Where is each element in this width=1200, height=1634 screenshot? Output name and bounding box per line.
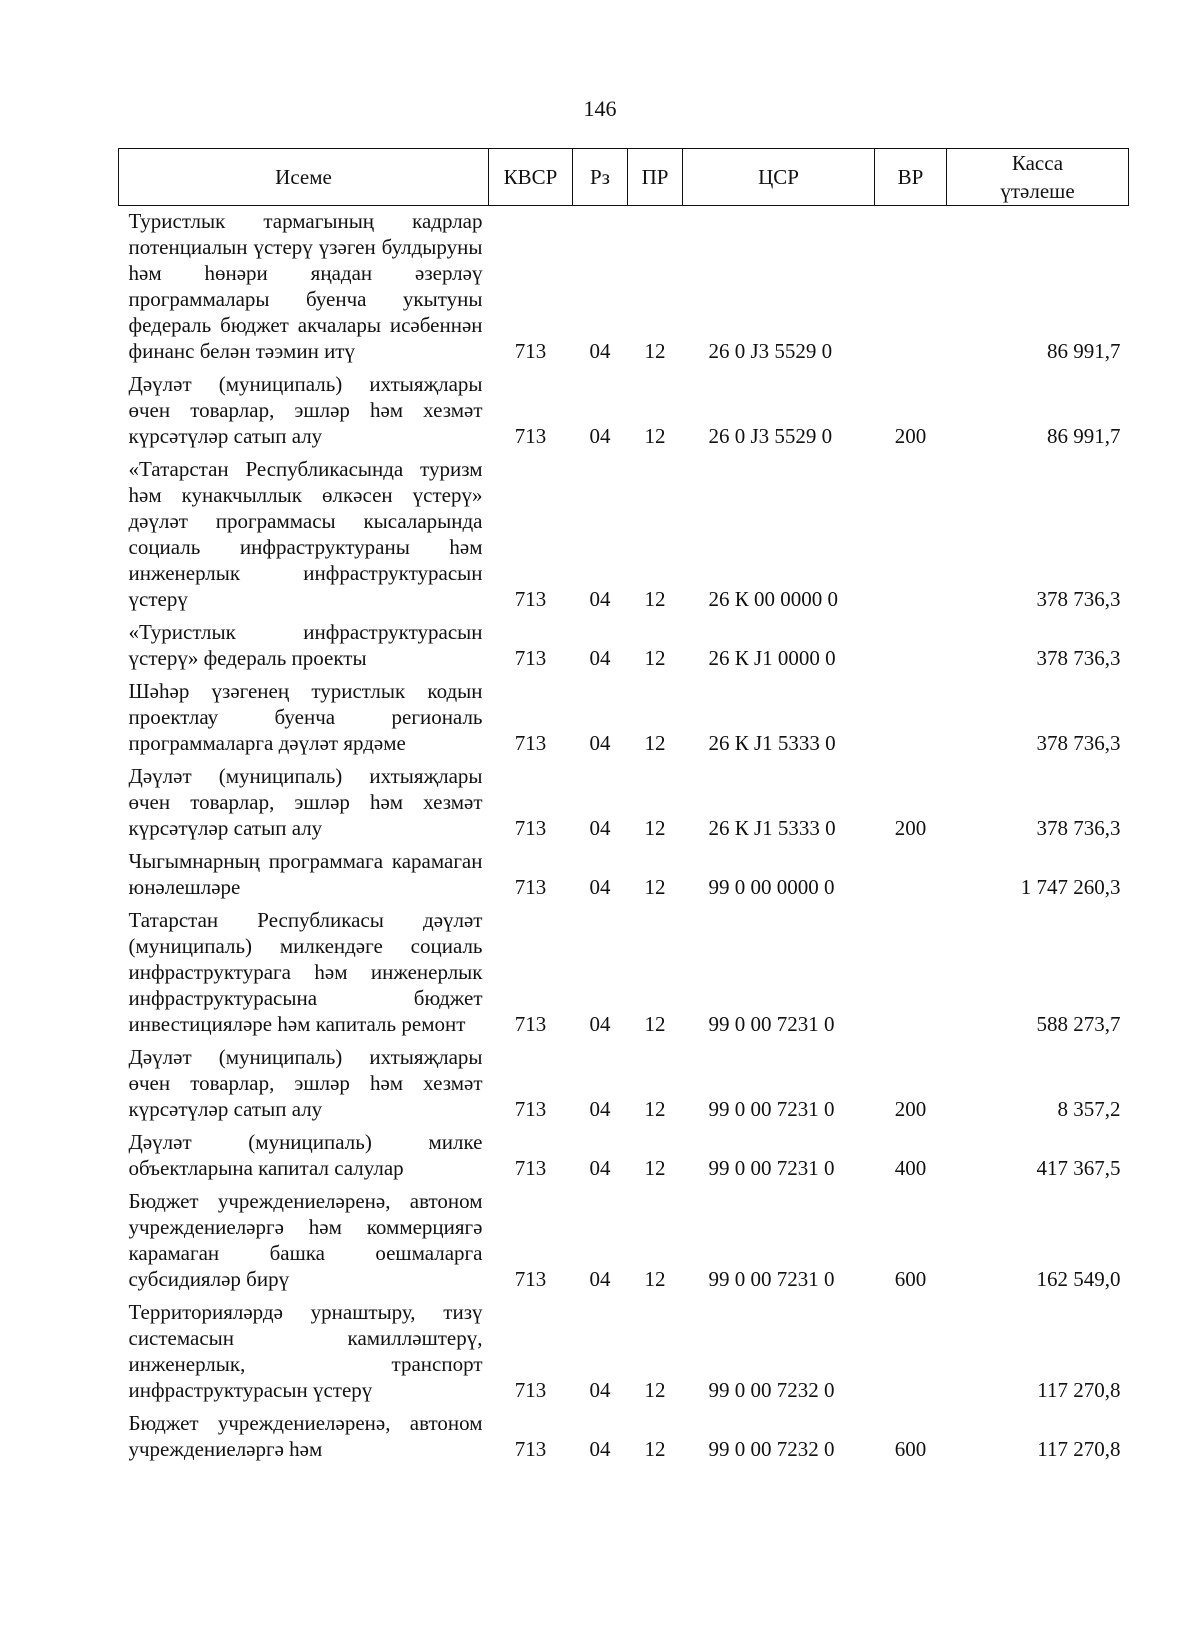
- cell-vr: [875, 206, 947, 370]
- header-name: Исеме: [119, 149, 489, 206]
- cell-pr: 12: [644, 1097, 666, 1121]
- table-header-row: [119, 149, 1129, 206]
- cell-name: Бюджет учреждениеләренә, автоном учреждениеләргә һәм: [128, 1411, 483, 1461]
- cell-sum: 378 736,3: [1036, 646, 1121, 670]
- cell-csr: 26 К 00 0000 0: [708, 587, 839, 611]
- cell-kvsr: 713: [514, 1012, 547, 1036]
- cell-name: Дәүләт (муниципаль) ихтыяҗлары өчен товарлар, эшләр һәм хезмәт күрсәтүләр сатып алу: [128, 764, 483, 840]
- cell-vr: [875, 676, 947, 761]
- cell-rz: 04: [589, 1156, 611, 1180]
- cell-kvsr: 713: [514, 339, 547, 363]
- cell-rz: 04: [589, 731, 611, 755]
- cell-pr: 12: [644, 424, 666, 448]
- cell-vr: [875, 454, 947, 617]
- cell-rz: 04: [589, 816, 611, 840]
- cell-csr: 26 0 J3 5529 0: [708, 339, 833, 363]
- cell-vr: [875, 846, 947, 905]
- cell-pr: 12: [644, 1156, 666, 1180]
- cell-kvsr: 713: [514, 731, 547, 755]
- cell-sum: 86 991,7: [1047, 339, 1121, 363]
- cell-pr: 12: [644, 1437, 666, 1461]
- header-sum-line1: Касса: [1011, 151, 1064, 175]
- header-pr: ПР: [628, 149, 683, 206]
- header-vr: ВР: [875, 149, 947, 206]
- cell-csr: 99 0 00 7232 0: [708, 1378, 835, 1402]
- cell-pr: 12: [644, 816, 666, 840]
- table-row: [119, 905, 1129, 1042]
- header-sum-line2: үтәлеше: [1000, 179, 1075, 203]
- cell-vr: 200: [894, 1097, 927, 1121]
- cell-pr: 12: [644, 1267, 666, 1291]
- cell-name: Татарстан Республикасы дәүләт (муниципаль) милкендәге социаль инфраструктурага һәм инженерлык инфраструктурасына бюджет инвестицияләре һәм капиталь ремонт: [128, 908, 483, 1036]
- page-number: 146: [583, 96, 617, 121]
- cell-pr: 12: [644, 587, 666, 611]
- cell-sum: 378 736,3: [1036, 816, 1121, 840]
- cell-vr: [875, 905, 947, 1042]
- cell-vr: 600: [894, 1437, 927, 1461]
- cell-sum: 117 270,8: [1037, 1437, 1121, 1461]
- cell-sum: 162 549,0: [1036, 1267, 1121, 1291]
- table-row: [119, 1127, 1129, 1186]
- table-row: [119, 761, 1129, 846]
- cell-sum: 417 367,5: [1036, 1156, 1121, 1180]
- cell-rz: 04: [589, 1437, 611, 1461]
- cell-name: Дәүләт (муниципаль) милке объектларына капитал салулар: [128, 1130, 483, 1180]
- table-row: [119, 617, 1129, 676]
- cell-rz: 04: [589, 587, 611, 611]
- cell-name: Дәүләт (муниципаль) ихтыяҗлары өчен товарлар, эшләр һәм хезмәт күрсәтүләр сатып алу: [128, 372, 483, 448]
- cell-pr: 12: [644, 339, 666, 363]
- cell-pr: 12: [644, 875, 666, 899]
- table-row: [119, 846, 1129, 905]
- table-row: [119, 369, 1129, 454]
- cell-name: Территорияләрдә урнаштыру, тизү системасын камилләштерү, инженерлык, транспорт инфраструктурасын үстерү: [128, 1300, 483, 1402]
- header-rz: Рз: [573, 149, 628, 206]
- table-row: [119, 206, 1129, 370]
- table-row: [119, 454, 1129, 617]
- cell-pr: 12: [644, 731, 666, 755]
- cell-kvsr: 713: [514, 1156, 547, 1180]
- cell-pr: 12: [644, 1012, 666, 1036]
- header-kvsr: КВСР: [489, 149, 573, 206]
- table-row: [119, 1297, 1129, 1408]
- cell-sum: 117 270,8: [1037, 1378, 1121, 1402]
- cell-name: Дәүләт (муниципаль) ихтыяҗлары өчен товарлар, эшләр һәм хезмәт күрсәтүләр сатып алу: [128, 1045, 483, 1121]
- cell-sum: 378 736,3: [1036, 587, 1121, 611]
- cell-name: Шәһәр үзәгенең туристлык кодын проектлау буенча региональ программаларга дәүләт ярдәме: [128, 679, 483, 755]
- cell-kvsr: 713: [514, 1378, 547, 1402]
- cell-vr: 200: [894, 424, 927, 448]
- cell-sum: 588 273,7: [1036, 1012, 1121, 1036]
- cell-rz: 04: [589, 646, 611, 670]
- cell-kvsr: 713: [514, 816, 547, 840]
- cell-kvsr: 713: [514, 587, 547, 611]
- cell-csr: 99 0 00 7231 0: [708, 1012, 835, 1036]
- cell-vr: 400: [894, 1156, 927, 1180]
- cell-rz: 04: [589, 339, 611, 363]
- cell-csr: 99 0 00 7231 0: [708, 1097, 835, 1121]
- cell-name: Бюджет учреждениеләренә, автоном учреждениеләргә һәм коммерциягә карамаган башка оешмаларга субсидияләр бирү: [128, 1189, 483, 1291]
- cell-csr: 26 К J1 5333 0: [708, 816, 836, 840]
- cell-vr: [875, 1297, 947, 1408]
- cell-name: Туристлык тармагының кадрлар потенциалын үстерү үзәген булдыруны һәм һөнәри яңадан әзерләү программалары буенча укытуны федераль бюджет акчалары исәбеннән финанс белән тәэмин итү: [128, 209, 483, 363]
- header-csr: ЦСР: [683, 149, 875, 206]
- cell-sum: 86 991,7: [1047, 424, 1121, 448]
- cell-csr: 99 0 00 7232 0: [708, 1437, 835, 1461]
- cell-rz: 04: [589, 1378, 611, 1402]
- cell-vr: [875, 617, 947, 676]
- cell-rz: 04: [589, 1097, 611, 1121]
- budget-table: [118, 148, 1129, 1467]
- cell-kvsr: 713: [514, 424, 547, 448]
- cell-sum: 1 747 260,3: [1020, 875, 1121, 899]
- cell-rz: 04: [589, 875, 611, 899]
- cell-name: Чыгымнарның программага карамаган юнәлешләре: [128, 849, 483, 899]
- cell-rz: 04: [589, 1012, 611, 1036]
- cell-csr: 26 0 J3 5529 0: [708, 424, 833, 448]
- table-row: [119, 1042, 1129, 1127]
- cell-csr: 26 К J1 0000 0: [708, 646, 836, 670]
- cell-csr: 99 0 00 7231 0: [708, 1156, 835, 1180]
- cell-kvsr: 713: [514, 646, 547, 670]
- cell-csr: 99 0 00 7231 0: [708, 1267, 835, 1291]
- cell-pr: 12: [644, 1378, 666, 1402]
- cell-sum: 378 736,3: [1036, 731, 1121, 755]
- cell-rz: 04: [589, 1267, 611, 1291]
- cell-csr: 99 0 00 0000 0: [708, 875, 835, 899]
- cell-pr: 12: [644, 646, 666, 670]
- header-sum: [947, 149, 1129, 206]
- table-row: [119, 1186, 1129, 1297]
- cell-kvsr: 713: [514, 875, 547, 899]
- cell-vr: 200: [894, 816, 927, 840]
- cell-kvsr: 713: [514, 1267, 547, 1291]
- cell-name: «Туристлык инфраструктурасын үстерү» федераль проекты: [128, 620, 483, 670]
- table-row: [119, 676, 1129, 761]
- cell-name: «Татарстан Республикасында туризм һәм кунакчыллык өлкәсен үстерү» дәүләт программасы кысаларында социаль инфраструктураны һәм инженерлык инфраструктурасын үстерү: [128, 457, 483, 611]
- cell-sum: 8 357,2: [1057, 1097, 1121, 1121]
- table-row: [119, 1408, 1129, 1467]
- cell-vr: 600: [894, 1267, 927, 1291]
- cell-csr: 26 К J1 5333 0: [708, 731, 836, 755]
- cell-rz: 04: [589, 424, 611, 448]
- cell-kvsr: 713: [514, 1437, 547, 1461]
- cell-kvsr: 713: [514, 1097, 547, 1121]
